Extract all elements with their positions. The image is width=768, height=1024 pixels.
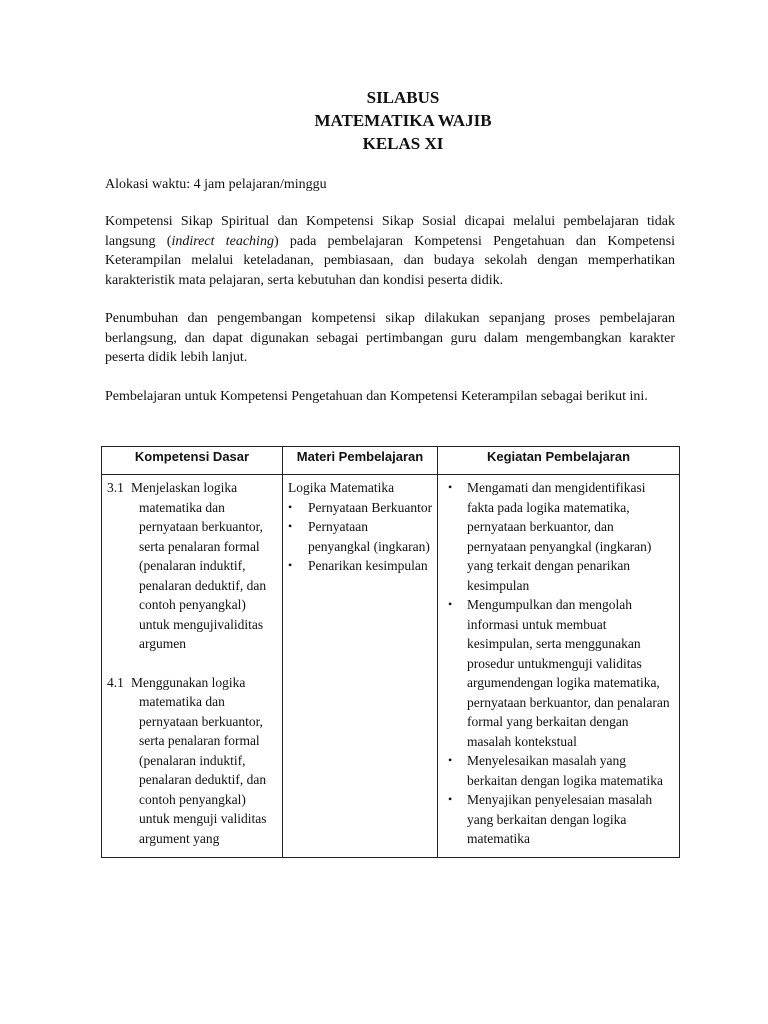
kd-text-first: Menjelaskan logika: [131, 480, 238, 495]
list-item: [448, 478, 673, 595]
kegiatan-item-text: Menyajikan penyelesaian masalah yang berkaitan dengan logika matematika: [467, 792, 653, 846]
paragraph1-italic: indirect teaching: [171, 233, 274, 249]
kd-item-4-1: [107, 673, 276, 849]
kegiatan-item-text: Menyelesaikan masalah yang berkaitan dengan logika matematika: [467, 753, 664, 788]
kegiatan-item-text: Mengumpulkan dan mengolah informasi untuk membuat kesimpulan, serta menggunakan prosedur untukmenguji validitas argumendengan logika matematika, pernyataan berkuantor, dan penalaran formal yang berkaitan dengan masalah kontekstual: [467, 597, 670, 749]
bullet-icon: •: [288, 558, 293, 572]
bullet-icon: •: [288, 499, 293, 514]
bullet-icon: •: [448, 753, 453, 767]
list-item: [448, 751, 673, 790]
cell-kompetensi-dasar: [102, 475, 283, 858]
materi-item-text: Pernyataan Berkuantor: [308, 499, 433, 515]
list-item: [448, 790, 673, 849]
document-title: [0, 86, 768, 155]
kd-text: [131, 478, 276, 654]
bullet-icon: •: [448, 792, 453, 806]
list-item: [288, 517, 433, 556]
kd-text-rest: matematika dan pernyataan berkuantor, serta penalaran formal (penalaran induktif, penalaran deduktif, dan contoh penyangkal) untuk menguji validitas argument yang: [139, 694, 267, 846]
paragraph1-before: Kompetensi Sikap Spiritual dan Kompetensi Sikap Sosial dicapai melalui pembelajaran tidak langsung (: [105, 214, 675, 249]
bullet-icon: •: [448, 480, 453, 494]
materi-item-text: Pernyataan penyangkal (ingkaran): [308, 519, 430, 554]
kd-number: 3.1: [107, 480, 124, 495]
table-row: [102, 475, 680, 858]
paragraph-attitude-development: Penumbuhan dan pengembangan kompetensi sikap dilakukan sepanjang proses pembelajaran berlangsung, dan dapat digunakan sebagai pertimbangan guru dalam mengembangkan karakter peserta didik lebih lanjut.: [105, 311, 675, 365]
kd-text: [131, 673, 276, 849]
time-allocation: Alokasi waktu: 4 jam pelajaran/minggu: [105, 177, 327, 192]
table-header-row: [102, 447, 680, 475]
bullet-icon: •: [288, 519, 293, 533]
list-item: [448, 595, 673, 751]
cell-kegiatan-pembelajaran: [438, 475, 680, 858]
cell-materi-pembelajaran: [283, 475, 438, 858]
kegiatan-item-text: Mengamati dan mengidentifikasi fakta pada logika matematika, pernyataan berkuantor, dan pernyataan penyangkal (ingkaran) yang terkait dengan penarikan kesimpulan: [467, 480, 652, 593]
syllabus-table: [101, 446, 680, 858]
materi-list: [288, 498, 433, 576]
header-materi-pembelajaran: Materi Pembelajaran: [283, 447, 438, 475]
header-kompetensi-dasar: Kompetensi Dasar: [102, 447, 283, 475]
kd-item-3-1: [107, 478, 276, 654]
paragraph1-after: ) pada pembelajaran Kompetensi Pengetahuan dan Kompetensi Keterampilan melalui keteladanan, pembiasaan, dan budaya sekolah dengan memperhatikan karakteristik mata pelajaran, serta kebutuhan dan kondisi peserta didik.: [105, 233, 675, 288]
kd-text-rest: matematika dan pernyataan berkuantor, serta penalaran formal (penalaran induktif, penalaran deduktif, dan contoh penyangkal) untuk mengujivaliditas argumen: [139, 499, 267, 651]
materi-title: Logika Matematika: [288, 480, 395, 495]
bullet-icon: •: [448, 597, 453, 611]
kegiatan-list: [448, 478, 673, 849]
paragraph-learning-intro: Pembelajaran untuk Kompetensi Pengetahuan dan Kompetensi Keterampilan sebagai berikut ini.: [105, 389, 648, 404]
list-item: [288, 498, 433, 518]
list-item: [288, 556, 433, 576]
paragraph-competence-attitude: [105, 212, 675, 290]
materi-item-text: Penarikan kesimpulan: [308, 558, 428, 573]
kd-number: 4.1: [107, 674, 124, 690]
header-kegiatan-pembelajaran: Kegiatan Pembelajaran: [438, 447, 680, 475]
title-subject: MATEMATIKA WAJIB: [314, 111, 492, 130]
title-class: KELAS XI: [362, 134, 444, 153]
title-silabus: SILABUS: [366, 88, 440, 107]
kd-text-first: Menggunakan logika: [131, 674, 246, 690]
